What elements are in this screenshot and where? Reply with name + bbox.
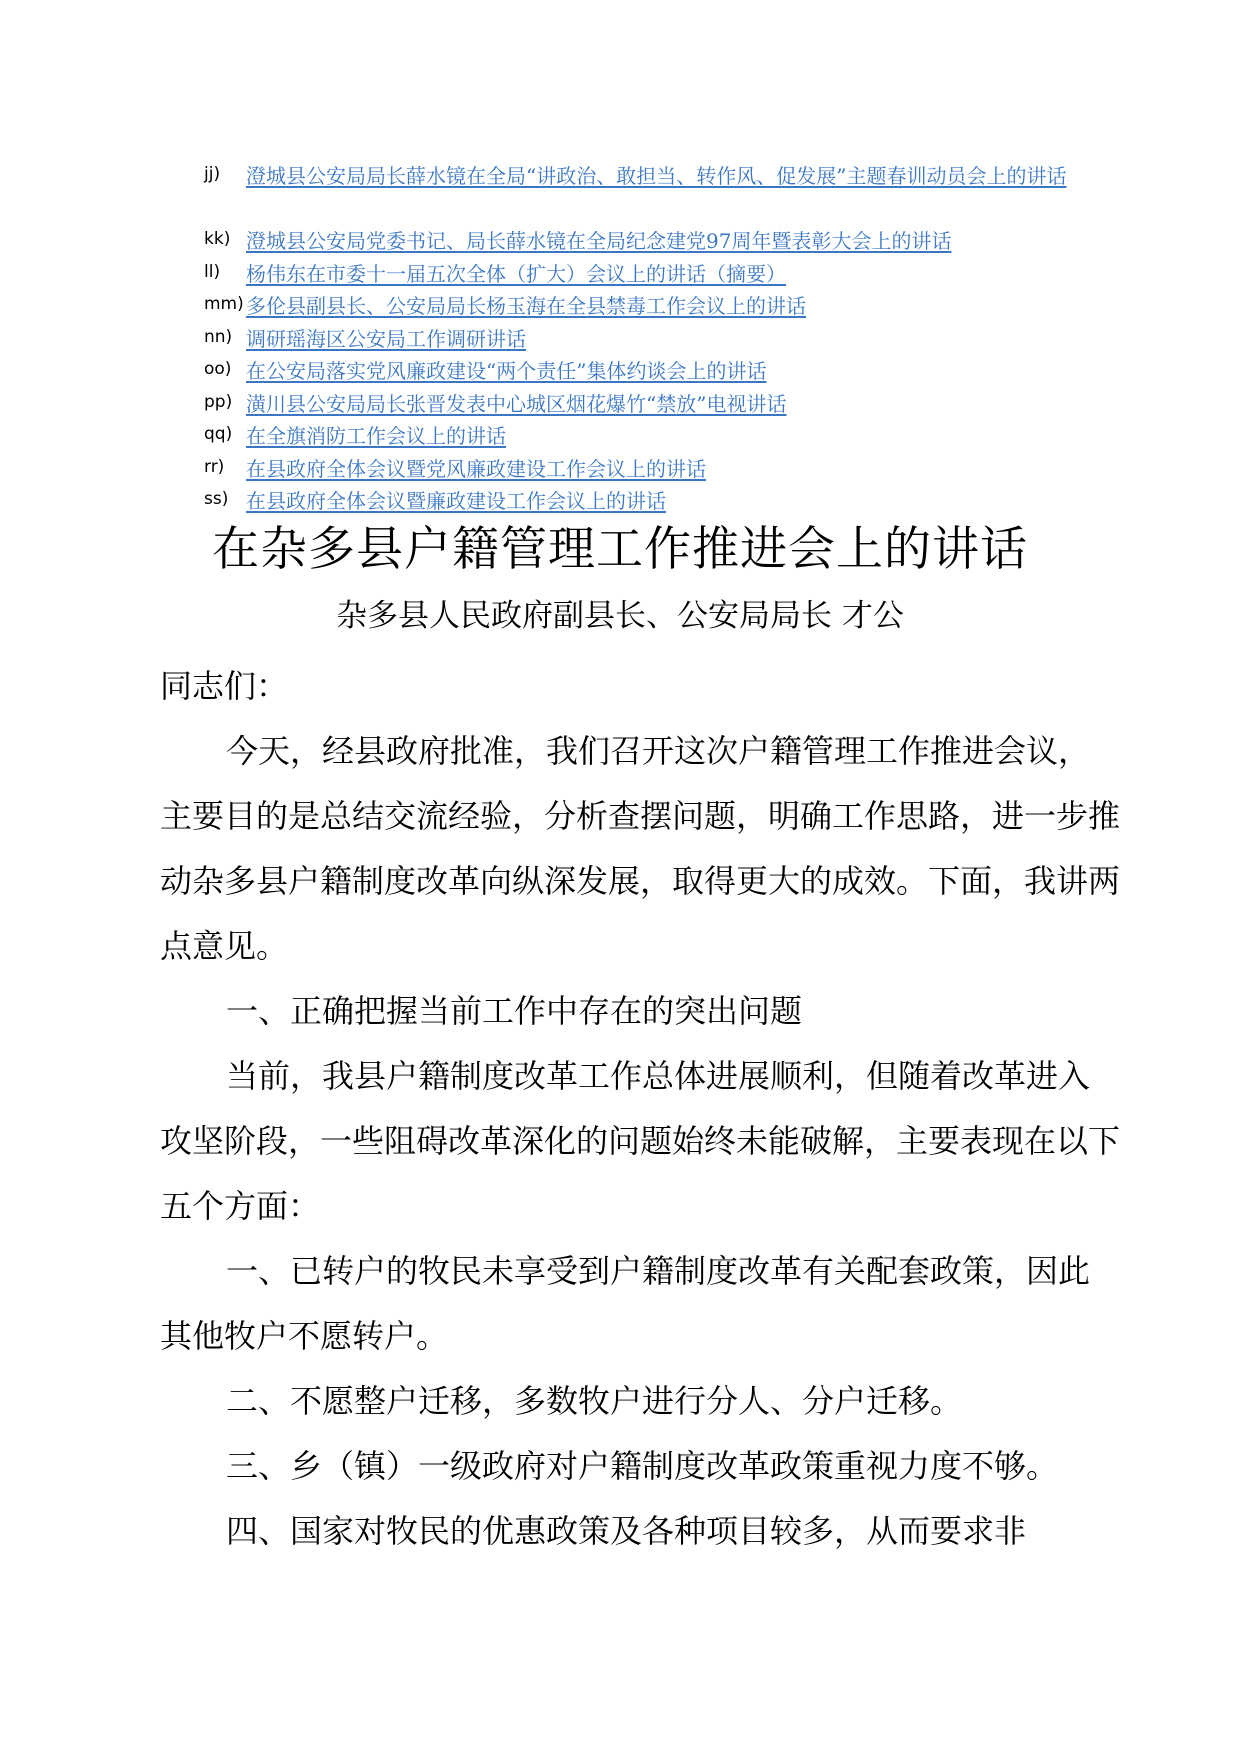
toc-item[interactable] bbox=[0, 453, 1240, 486]
section-heading: 一、正确把握当前工作中存在的突出问题 bbox=[226, 992, 803, 1030]
toc-item[interactable] bbox=[0, 290, 1240, 323]
document-body bbox=[160, 654, 1120, 1564]
toc-item[interactable] bbox=[0, 420, 1240, 453]
toc-marker: nn) bbox=[204, 326, 233, 347]
toc-marker: pp) bbox=[204, 391, 233, 412]
body-paragraph: 二、不愿整户迁移，多数牧户进行分人、分户迁移。 bbox=[226, 1382, 963, 1420]
toc-marker: rr) bbox=[204, 456, 225, 477]
toc-link[interactable]: 澄城县公安局党委书记、局长薛水镜在全局纪念建党97周年暨表彰大会上的讲话 bbox=[246, 229, 952, 253]
document-title: 在杂多县户籍管理工作推进会上的讲话 bbox=[212, 522, 1028, 577]
toc-marker: qq) bbox=[204, 424, 233, 444]
toc-marker: jj) bbox=[204, 164, 221, 184]
toc-item[interactable] bbox=[0, 323, 1240, 356]
body-paragraph: 三、乡（镇）一级政府对户籍制度改革政策重视力度不够。 bbox=[226, 1447, 1059, 1485]
toc-link[interactable]: 在县政府全体会议暨廉政建设工作会议上的讲话 bbox=[246, 489, 666, 513]
body-paragraph: 当前，我县户籍制度改革工作总体进展顺利，但随着改革进入攻坚阶段，一些阻碍改革深化的问题始终未能破解，主要表现在以下五个方面： bbox=[160, 1057, 1121, 1225]
toc-item[interactable] bbox=[0, 225, 1240, 258]
related-articles-list bbox=[0, 160, 1240, 518]
toc-link[interactable]: 澄城县公安局局长薛水镜在全局“讲政治、敢担当、转作风、促发展”主题春训动员会上的讲话 bbox=[246, 164, 1067, 188]
toc-marker: oo) bbox=[204, 359, 232, 379]
toc-marker: kk) bbox=[204, 229, 231, 249]
toc-link[interactable]: 在公安局落实党风廉政建设“两个责任”集体约谈会上的讲话 bbox=[246, 359, 767, 383]
toc-link[interactable]: 多伦县副县长、公安局局长杨玉海在全县禁毒工作会议上的讲话 bbox=[246, 294, 806, 318]
toc-link[interactable]: 潢川县公安局局长张晋发表中心城区烟花爆竹“禁放”电视讲话 bbox=[246, 391, 787, 416]
toc-item[interactable] bbox=[0, 258, 1240, 291]
toc-link[interactable]: 杨伟东在市委十一届五次全体（扩大）会议上的讲话（摘要） bbox=[246, 261, 786, 286]
body-paragraph: 四、国家对牧民的优惠政策及各种项目较多，从而要求非 bbox=[226, 1512, 1027, 1550]
toc-marker: mm) bbox=[204, 294, 244, 314]
toc-marker: ss) bbox=[204, 489, 229, 509]
body-paragraph: 今天，经县政府批准，我们召开这次户籍管理工作推进会议，主要目的是总结交流经验，分析查摆问题，明确工作思路，进一步推动杂多县户籍制度改革向纵深发展，取得更大的成效。下面，我讲两点意见。 bbox=[160, 732, 1121, 965]
toc-link[interactable]: 在全旗消防工作会议上的讲话 bbox=[246, 424, 506, 448]
toc-marker: ll) bbox=[204, 261, 221, 282]
toc-item[interactable] bbox=[0, 485, 1240, 518]
toc-link[interactable]: 调研瑶海区公安局工作调研讲话 bbox=[246, 326, 526, 351]
toc-item[interactable] bbox=[0, 160, 1240, 225]
greeting: 同志们： bbox=[160, 667, 289, 705]
body-paragraph: 一、已转户的牧民未享受到户籍制度改革有关配套政策，因此其他牧户不愿转户。 bbox=[160, 1252, 1091, 1355]
toc-link[interactable]: 在县政府全体会议暨党风廉政建设工作会议上的讲话 bbox=[246, 456, 706, 481]
document-subtitle: 杂多县人民政府副县长、公安局局长 才公 bbox=[336, 598, 904, 634]
toc-item[interactable] bbox=[0, 388, 1240, 421]
toc-item[interactable] bbox=[0, 355, 1240, 388]
